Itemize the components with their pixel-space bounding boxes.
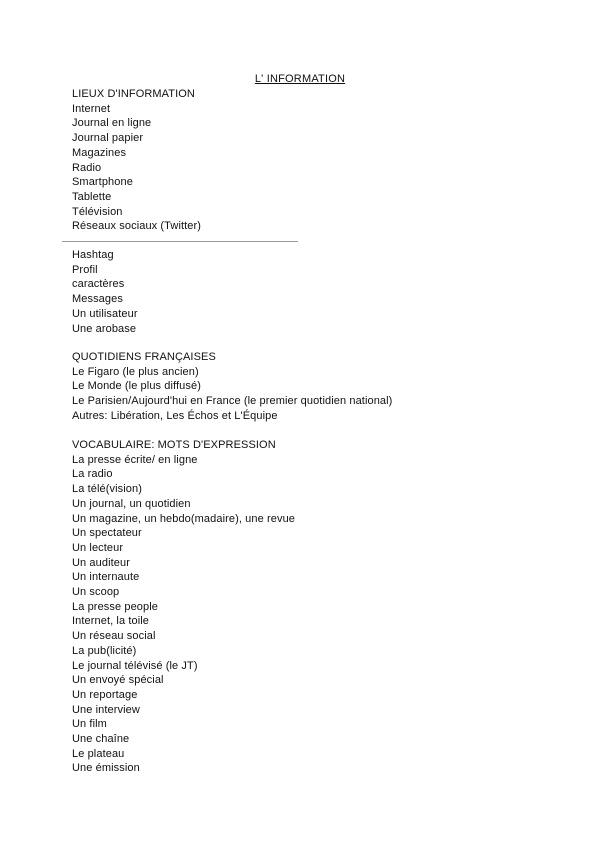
list-item: Hashtag (72, 249, 114, 261)
list-item: Un envoyé spécial (72, 674, 164, 687)
list-item: Télévision (72, 205, 123, 218)
list-item: Internet, la toile (72, 615, 150, 628)
list-item: Magazines (72, 146, 127, 159)
list-item: Un scoop (72, 586, 120, 599)
list-item: La télé(vision) (72, 483, 142, 496)
list-item: La radio (72, 468, 113, 481)
horizontal-divider (62, 241, 298, 242)
list-item: Le journal télévisé (le JT) (72, 659, 198, 672)
list-item: Journal papier (72, 132, 144, 145)
list-item: Le Figaro (le plus ancien) (72, 365, 199, 378)
list-item: Messages (72, 293, 123, 306)
list-item: La pub(licité) (72, 644, 137, 657)
list-item: Le Parisien/Aujourd'hui en France (le premier quotidien national) (72, 395, 393, 408)
list-item: Smartphone (72, 176, 133, 189)
list-item: Un journal, un quotidien (72, 497, 191, 510)
list-item: Journal en ligne (72, 117, 152, 130)
list-item: Un internaute (72, 571, 140, 584)
list-item: Internet (72, 102, 111, 115)
list-item: Un auditeur (72, 556, 130, 569)
list-item: Un utilisateur (72, 307, 138, 320)
list-item: Réseaux sociaux (Twitter) (72, 220, 202, 233)
list-item: La presse people (72, 600, 158, 613)
section-lieux-information (72, 87, 201, 234)
list-item: Une chaîne (72, 733, 130, 746)
list-item: Un spectateur (72, 527, 142, 540)
list-item: Profil (72, 263, 98, 276)
section-heading: VOCABULAIRE: MOTS D'EXPRESSION (72, 439, 276, 451)
list-item: Autres: Libération, Les Échos et L'Équipe (72, 409, 278, 422)
section-heading: QUOTIDIENS FRANÇAISES (72, 351, 216, 363)
list-item: Un magazine, un hebdo(madaire), une revue (72, 512, 296, 525)
list-item: Radio (72, 161, 102, 174)
list-item: caractères (72, 278, 125, 291)
list-item: Un reportage (72, 688, 138, 701)
page-title: L' INFORMATION (254, 73, 346, 85)
list-item: Un lecteur (72, 541, 124, 554)
list-item: Tablette (72, 190, 112, 203)
section-quotidiens-francais (72, 350, 392, 424)
section-heading: LIEUX D'INFORMATION (72, 88, 195, 100)
list-item: Le plateau (72, 747, 125, 760)
section-vocabulaire (72, 438, 295, 776)
section-social-terms (72, 248, 138, 336)
list-item: Une émission (72, 762, 140, 775)
list-item: Une arobase (72, 322, 137, 335)
list-item: Le Monde (le plus diffusé) (72, 380, 201, 393)
list-item: Une interview (72, 703, 140, 716)
list-item: Un film (72, 718, 107, 731)
list-item: Un réseau social (72, 630, 156, 643)
list-item: La presse écrite/ en ligne (72, 453, 198, 466)
